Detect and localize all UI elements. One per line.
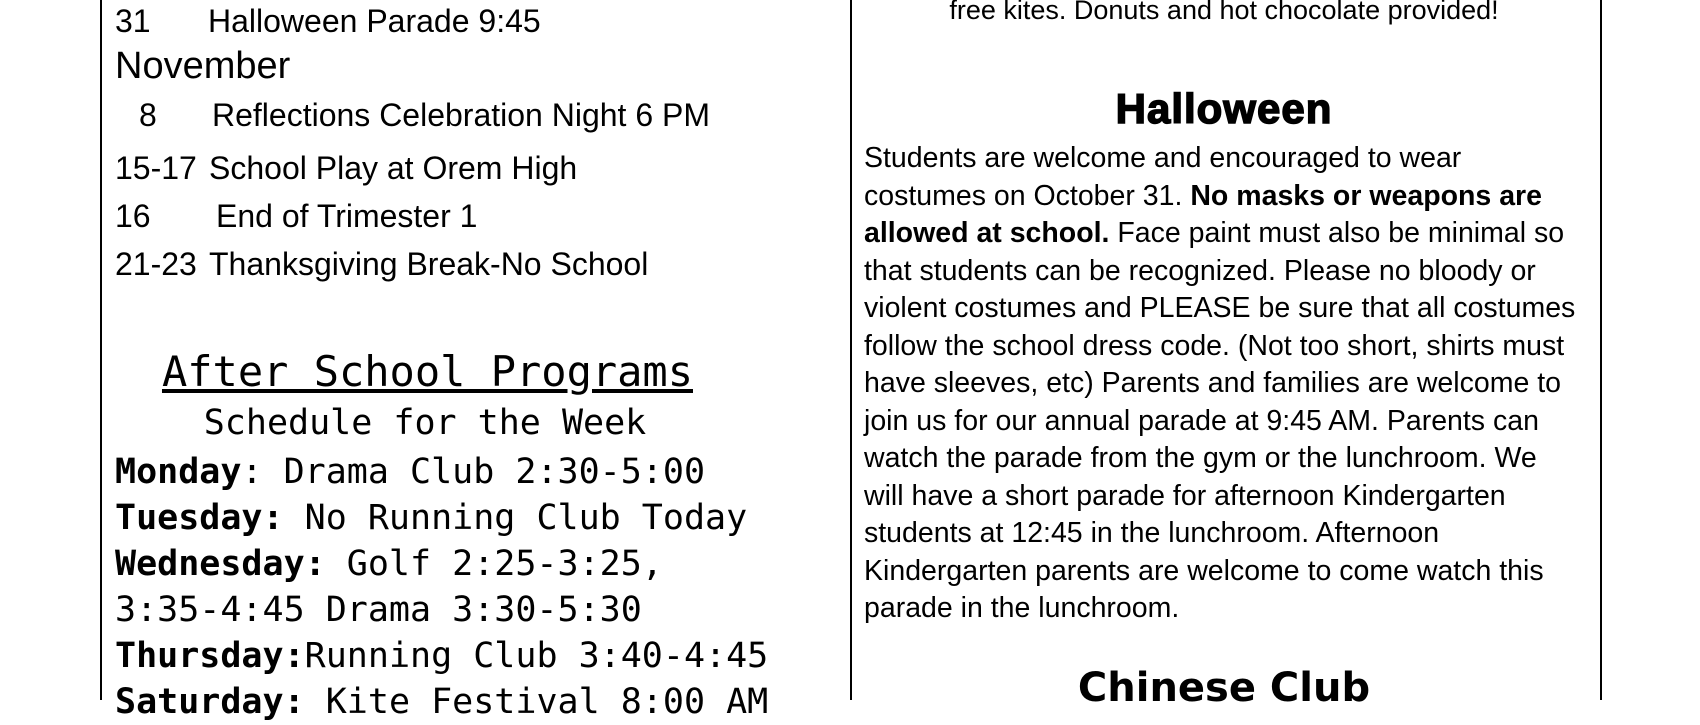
schedule-text: Kite Festival 8:00 AM xyxy=(304,682,769,722)
event-day: 8 xyxy=(139,97,157,133)
schedule-row xyxy=(115,587,642,633)
halloween-title: Halloween xyxy=(1115,85,1333,132)
calendar-event xyxy=(115,198,477,234)
page-border-right xyxy=(1600,0,1602,700)
page-border-left xyxy=(100,0,102,700)
schedule-day: Saturday: xyxy=(115,682,305,722)
event-text: Halloween Parade 9:45 xyxy=(208,3,541,39)
schedule-text: No Running Club Today xyxy=(283,498,748,538)
schedule-text: 3:35-4:45 Drama 3:30-5:30 xyxy=(115,590,642,630)
halloween-body xyxy=(864,140,1584,628)
halloween-warning: No masks or weapons are allowed at school. xyxy=(864,179,1542,249)
schedule-row xyxy=(115,495,747,541)
month-label: November xyxy=(115,45,291,87)
event-day: 31 xyxy=(115,3,151,39)
schedule-day: Thursday: xyxy=(115,636,305,676)
schedule-row xyxy=(115,633,768,679)
event-text: Thanksgiving Break-No School xyxy=(209,246,649,282)
schedule-text: Drama Club 2:30-5:00 xyxy=(262,452,706,492)
calendar-event-oct-31 xyxy=(115,3,541,39)
schedule-sep: : xyxy=(241,452,263,492)
schedule-day: Tuesday: xyxy=(115,498,284,538)
calendar-event xyxy=(115,246,648,282)
programs-subtitle: Schedule for the Week xyxy=(203,403,647,443)
programs-title: After School Programs xyxy=(161,347,693,396)
event-text: School Play at Orem High xyxy=(209,150,578,186)
calendar-event xyxy=(139,97,710,133)
kite-festival-text: free kites. Donuts and hot chocolate provided! xyxy=(949,0,1499,25)
schedule-text: Golf 2:25-3:25, xyxy=(325,544,663,584)
event-text: End of Trimester 1 xyxy=(216,198,478,234)
schedule-text: Running Club 3:40-4:45 xyxy=(304,636,769,676)
calendar-event xyxy=(115,150,577,186)
event-text: Reflections Celebration Night 6 PM xyxy=(212,97,711,133)
halloween-intro: Students are welcome and encouraged to wear costumes on October 31. xyxy=(864,142,1462,212)
event-day: 16 xyxy=(115,198,151,234)
schedule-day: Wednesday: xyxy=(115,544,326,584)
column-divider xyxy=(850,0,852,700)
event-day: 21-23 xyxy=(115,246,197,282)
schedule-row xyxy=(115,449,705,495)
schedule-row xyxy=(115,541,663,587)
event-day: 15-17 xyxy=(115,150,197,186)
schedule-day: Monday xyxy=(115,452,242,492)
schedule-row xyxy=(115,679,768,725)
chinese-club-title: Chinese Club xyxy=(1077,665,1371,711)
halloween-rest: Face paint must also be minimal so that students can be recognized. Please no bloody or violent costumes and PLEASE be sure that all costumes follow the school dress code. (Not too short, shirts must have sleeves, etc) Parents and families are welcome to join us for our annual parade at 9:45 AM. Parents can watch the parade from the gym or the lunchroom. We will have a short parade for afternoon Kindergarten students at 12:45 in the lunchroom. Afternoon Kindergarten parents are welcome to come watch this parade in the lunchroom. xyxy=(864,217,1576,624)
